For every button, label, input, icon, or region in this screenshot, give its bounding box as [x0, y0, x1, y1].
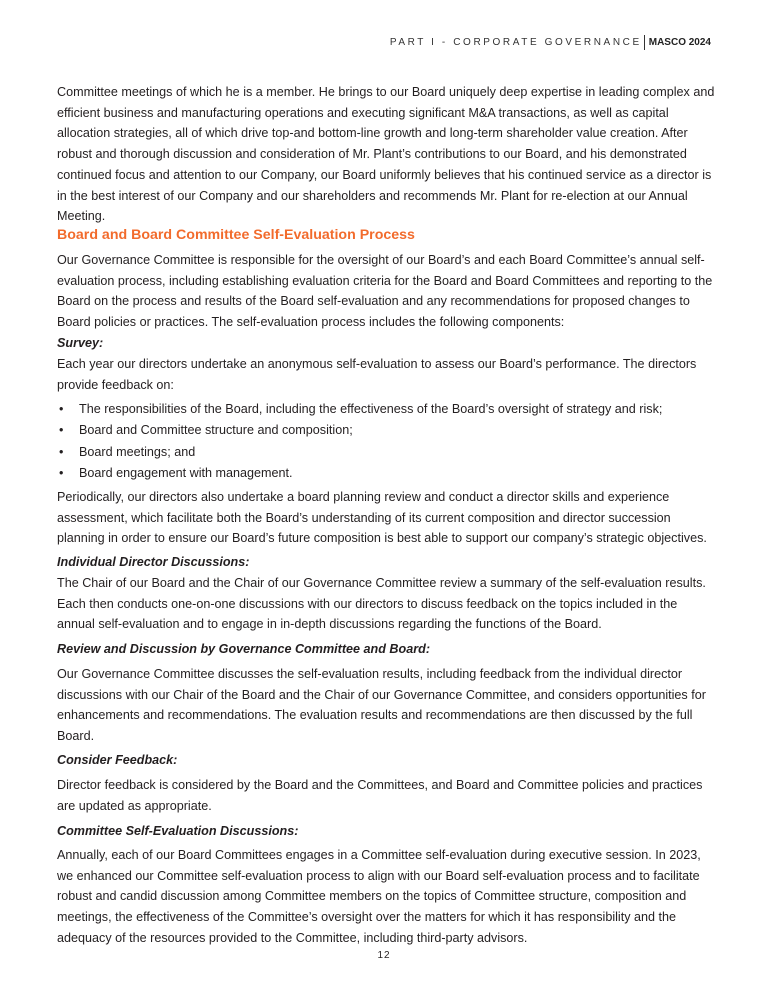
page-number: 12 [377, 950, 391, 961]
committee-title: Committee Self-Evaluation Discussions: [57, 824, 299, 838]
header-divider [644, 35, 645, 50]
intro-paragraph: Committee meetings of which he is a member. He brings to our Board uniquely deep expertise in leading complex and efficient business and manufacturing operations and executing significant M&A transactions, as well as capital allocation strategies, all of which drive top-and bottom-line growth and long-term shareholder value creation. After robust and thorough discussion and consideration of Mr. Plant’s contributions to our Board, and his demonstrated continued focus and attention to our Company, our Board uniformly believes that his continued service as a director is in the best interest of our Company and our shareholders and recommends Mr. Plant for re-election at our Annual Meeting. [57, 85, 715, 224]
bullet-item: • The responsibilities of the Board, including the effectiveness of the Board’s oversight of strategy and risk; [57, 399, 717, 420]
brand-label: MASCO 2024 [648, 37, 711, 48]
bullet-item: • Board and Committee structure and composition; [57, 420, 717, 441]
committee-text: Annually, each of our Board Committees engages in a Committee self-evaluation during executive session. In 2023, we enhanced our Committee self-evaluation process to align with our Board self-evaluation process and to facilitate robust and candid discussion among Committee members on the topics of Committee structure, composition and meetings, the effectiveness of the Committee’s oversight over the matters for which it has responsibility and the adequacy of the resources provided to the Committee, including third-party advisors. [57, 848, 701, 945]
review-text: Our Governance Committee discusses the self-evaluation results, including feedback from the individual director discussions with our Chair of the Board and the Chair of our Governance Committee, and considers opportunities for enhancements and recommendations. The evaluation results and recommendations are then discussed by the full Board. [57, 667, 706, 744]
feedback-title: Consider Feedback: [57, 753, 178, 767]
feedback-text: Director feedback is considered by the Board and the Committees, and Board and Committee policies and practices are updated as appropriate. [57, 778, 703, 813]
periodic-paragraph: Periodically, our directors also undertake a board planning review and conduct a director skills and experience assessment, which facilitate both the Board’s understanding of its current composition and director succession planning in order to ensure our Board’s future composition is best able to support our company’s strategic objectives. [57, 490, 707, 546]
bullet-item: • Board engagement with management. [57, 463, 717, 484]
running-header [390, 35, 711, 50]
section-heading: Board and Board Committee Self-Evaluation Process [57, 227, 415, 243]
survey-text: Each year our directors undertake an anonymous self-evaluation to assess our Board’s performance. The directors provide feedback on: [57, 357, 697, 392]
bullet-item: • Board meetings; and [57, 442, 717, 463]
individual-text: The Chair of our Board and the Chair of our Governance Committee review a summary of the self-evaluation results. Each then conducts one-on-one discussions with our directors to discuss feedback on the topics included in the annual self-evaluation and to engage in in-depth discussions regarding the functions of the Board. [57, 576, 706, 632]
survey-bullets [57, 399, 717, 484]
section-title: PART I - CORPORATE GOVERNANCE [389, 37, 642, 48]
individual-title: Individual Director Discussions: [57, 555, 250, 569]
survey-title: Survey: [57, 336, 104, 350]
overview-paragraph: Our Governance Committee is responsible for the oversight of our Board’s and each Board Committee’s annual self-evaluation process, including establishing evaluation criteria for the Board and Board Committees and reporting to the Board on the process and results of the Board self-evaluation and any recommendations for proposed changes to Board policies or practices. The self-evaluation process includes the following components: [57, 253, 713, 330]
review-title: Review and Discussion by Governance Committee and Board: [57, 642, 431, 656]
